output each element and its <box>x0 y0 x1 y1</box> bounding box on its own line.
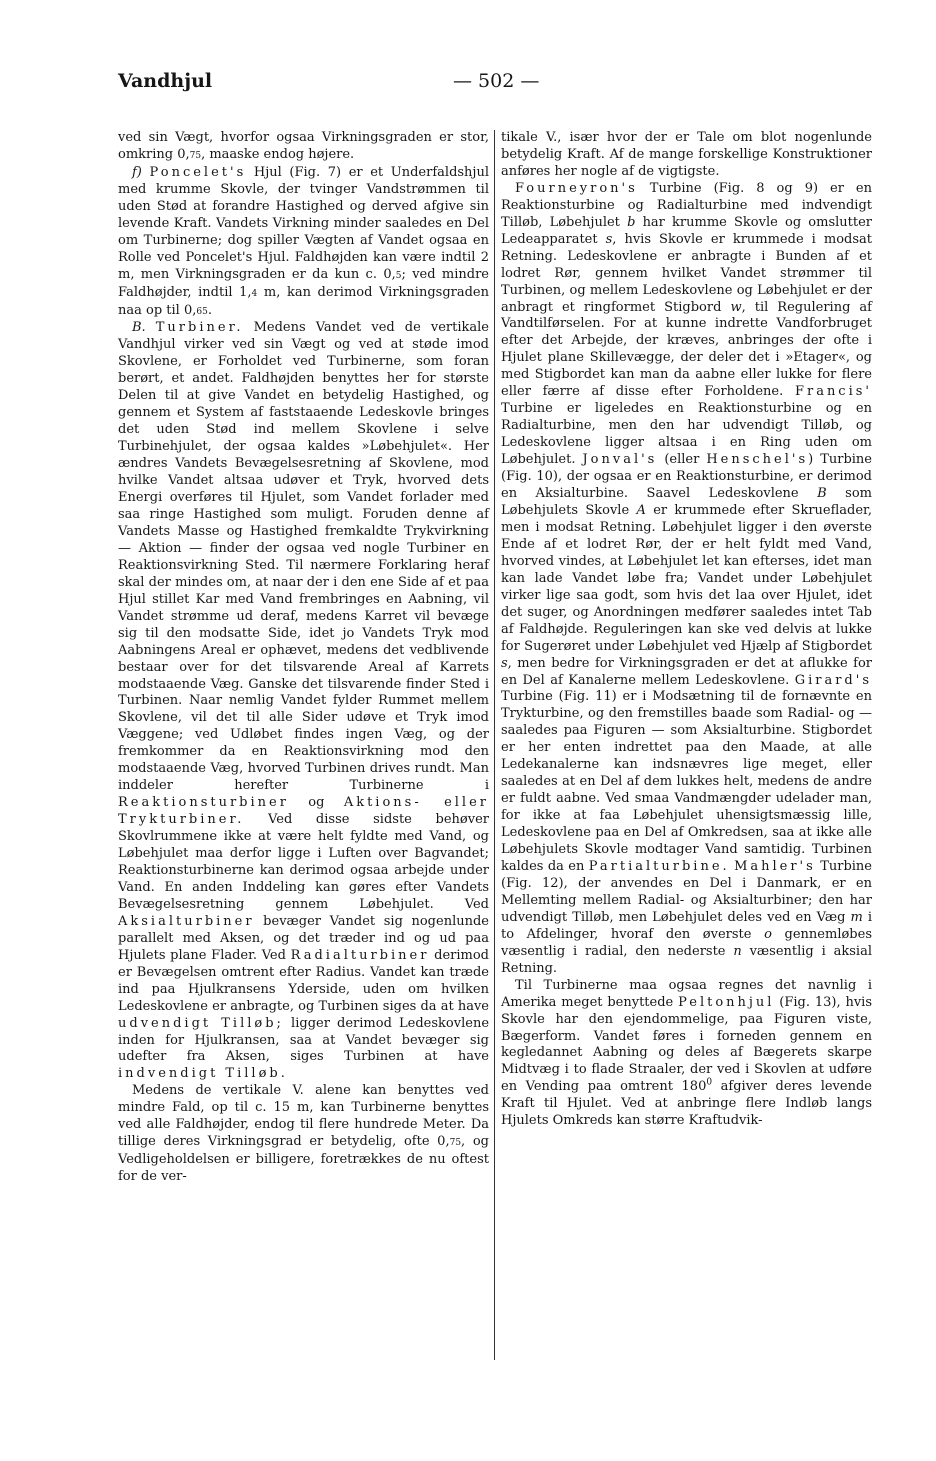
spaced-term: Girard's <box>794 672 872 688</box>
spaced-term: Aksialturbiner <box>118 913 255 929</box>
column-divider <box>494 130 495 1360</box>
spaced-term: Reaktionsturbiner <box>118 795 289 811</box>
paragraph: tikale V., især hvor der er Tale om blot nogenlunde betydelig Kraft. Af de mange forskellige Konstruktioner anføres her nogle af de vigtigste. <box>501 130 872 179</box>
paragraph: Medens de vertikale V. alene kan benyttes ved mindre Fald, op til c. 15 m, kan Turbinerne benyttes ved alle Faldhøjder, endog til flere hundrede Meter. Da tillige deres Virkningsgrad er betydelig, ofte 0,75, og Vedligeholdelsen er billigere, foretrækkes de nu oftest for de ver- <box>118 1083 489 1185</box>
paragraph: f) Poncelet's Hjul (Fig. 7) er et Underfaldshjul med krumme Skovle, der tvinger Vandstrømmen til uden Stød at forandre Hastighed og derved afgive sin levende Kraft. Vandets Virkning minder saaledes en Del om Turbinerne; dog spiller Vægten af Vandet ogsaa en Rolle ved Poncelet's Hjul. Faldhøjden kan være indtil 2 m, men Virkningsgraden er da kun c. 0,5; ved mindre Faldhøjder, indtil 1,4 m, kan derimod Virkningsgraden naa op til 0,65. <box>118 164 490 318</box>
paragraph: Til Turbinerne maa ogsaa regnes det navnlig i Amerika meget benyttede Peltonhjul (Fig. 13), hvis Skovle har den ejendommelige, paa Figuren viste, Bægerform. Vandet føres i forneden gennem en kegledannet Aabning og deles af Bægerets skarpe Midtvæg i to flade Straaler, der ved i Skovlen at udføre en Vending paa omtrent $180^0$ afgiver deres levende Kraft til Hjulet. Ved at anbringe flere Indløb langs Hjulets Omkreds kan større Kraftudvik- <box>501 977 872 1129</box>
spaced-term: Jonval's <box>582 452 658 468</box>
spaced-term: Peltonhjul <box>678 994 775 1010</box>
paragraph: Fourneyron's Turbine (Fig. 8 og 9) er en Reaktionsturbine og Radialturbine med indvendigt Tilløb, Løbehjulet b har krumme Skovle og omslutter Ledeapparatet s, hvis Skovle er krummede i modsat Retning. Ledeskovlene er anbragte i Bunden af et lodret Rør, gennem hvilket Vandet strømmer til Turbinen, og mellem Ledeskovlene og Løbehjulet er der anbragt et ringformet Stigbord w, til Regulering af Vandtilførselen. For at kunne indrette Vandforbruget efter det Arbejde, der kræves, anbringes der ofte i Hjulet plane Skillevægge, der deler det i »Etager«, og med Stigbordet kan man da aabne eller lukke for flere eller færre af disse efter Forholdene. Francis' Turbine er ligeledes en Reaktionsturbine og en Radialturbine, men den har udvendigt Tilløb, og Ledeskovlene ligger altsaa i en Ring uden om Løbehjulet. Jonval's (eller Henschel's) Turbine (Fig. 10), der ogsaa er en Reaktionsturbine, er derimod en Aksialturbine. Saavel Ledeskovlene B som Løbehjulets Skovle A er krummede efter Skrueflader, men i modsat Retning. Løbehjulet ligger i den øverste Ende af et lodret Rør, der er helt fyldt med Vand, hvorved vindes, at Løbehjulet let kan efterses, idet man kan lade Vandet løbe fra; Vandet under Løbehjulet virker lige saa godt, som hvis det laa over Hjulet, idet det suger, og Anordningen medfører saaledes intet Tab af Faldhøjde. Reguleringen kan ske ved delvis at lukke for Sugerøret under Løbehjulet ved Hjælp af Stigbordet s, men bedre for Virkningsgraden er det at aflukke for en Del af Kanalerne mellem Ledeskovlene. Girard's Turbine (Fig. 11) er i Modsætning til de fornævnte en Trykturbine, og den fremstilles baade som Radial- og — saaledes paa Figuren — som Aksialturbine. Stigbordet er her enten indrettet paa den Maade, at alle Ledekanalerne kan indsnævres lige meget, eller saaledes at en Del af dem lukkes helt, medens de andre er fuldt aabne. Ved smaa Vandmængder udelader man, for ikke at faa Løbehjulet uhensigtsmæssig lille, Ledeskovlene paa en Del af Omkredsen, saa at ikke alle Løbehjulets Skovle modtager Vand samtidig. Turbinen kaldes da en Partialturbine. Mahler's Turbine (Fig. 12), der anvendes en Del i Danmark, er en Mellemting mellem Radial- og Aksialturbiner; den har udvendigt Tilløb, men Løbehjulet deles ved en Væg m i to Afdelinger, hvoraf den øverste o gennemløbes væsentlig i radial, den nederste n væsentlig i aksial Retning. <box>501 180 873 976</box>
spaced-term: Poncelet's <box>149 164 247 180</box>
spaced-term: Mahler's <box>734 858 816 874</box>
spaced-term: Turbiner. <box>155 320 244 336</box>
spaced-term: indvendigt Tilløb. <box>118 1066 288 1082</box>
running-head-title: Vandhjul <box>118 70 213 92</box>
right-column <box>501 130 872 1130</box>
spaced-term: udvendigt Tilløb; <box>118 1015 284 1031</box>
page-number: — 502 — <box>453 70 540 92</box>
running-head <box>118 68 878 98</box>
spaced-term: Radialturbiner <box>290 947 430 963</box>
spaced-term: Fourneyron's <box>515 180 638 196</box>
paragraph: B. Turbiner. Medens Vandet ved de vertikale Vandhjul virker ved sin Vægt og ved at støde imod Skovlene, er Forholdet ved Turbinerne, som foran berørt, et andet. Faldhøjden benyttes her for største Delen til at give Vandet en betydelig Hastighed, og gennem et System af faststaaende Ledeskovle bringes det uden Stød ind mellem Skovlene i selve Turbinehjulet, der ogsaa kaldes »Løbehjulet«. Her ændres Vandets Bevægelsesretning af Skovlene, mod hvilke Vandet altsaa udøver et Tryk, hvorved dets Energi overføres til Hjulet, som Vandet forlader med saa ringe Hastighed som muligt. Foruden denne af Vandets Masse og Hastighed fremkaldte Trykvirkning — Aktion — finder der ogsaa ved nogle Turbiner en Reaktionsvirkning Sted. Til nærmere Forklaring heraf skal der mindes om, at naar der i den ene Side af et paa Hjul stillet Kar med Vand frembringes en Aabning, vil Vandet strømme ud deraf, medens Karret vil bevæge sig til den modsatte Side, idet jo Vandets Tryk mod Aabningens Areal er ophævet, medens det vedblivende bestaar over for det tilsvarende Areal af Karrets modstaaende Væg. Ganske det tilsvarende finder Sted i Turbinen. Naar nemlig Vandet fylder Rummet mellem Skovlene, vil det til alle Sider udøve et Tryk imod Væggene; ved Udløbet findes ingen Væg, og der fremkommer da en Reaktionsvirkning mod den modstaaende Væg, hvorved Turbinen drives rundt. Man inddeler herefter Turbinerne i Reaktionsturbiner og Aktions- eller Trykturbiner. Ved disse sidste behøver Skovlrummene ikke at være helt fyldte med Vand, og Løbehjulet maa derfor ligge i Luften over Bagvandet; Reaktionsturbinerne kan derimod ogsaa arbejde under Vand. En anden Inddeling kan gøres efter Vandets Bevægelsesretning gennem Løbehjulet. Ved Aksialturbiner bevæger Vandet sig nogenlunde parallelt med Aksen, og det træder ind og ud paa Hjulets plane Flader. Ved Radialturbiner derimod er Bevægelsen omtrent efter Radius. Vandet kan træde ind paa Hjulkransens Yderside, uden om hvilken Ledeskovlene er anbragte, og Turbinen siges da at have udvendigt Tilløb; ligger derimod Ledeskovlene inden for Hjulkransen, saa at Vandet bevæger sig udefter fra Aksen, siges Turbinen at have indvendigt Tilløb. <box>118 320 490 1082</box>
spaced-term: Partialturbine. <box>588 858 730 874</box>
spaced-term: Henschel's <box>706 452 809 468</box>
spaced-term: Aktions- eller Trykturbiner. <box>118 795 489 828</box>
paragraph: ved sin Vægt, hvorfor ogsaa Virkningsgraden er stor, omkring 0,75, maaske endog højere. <box>118 130 489 162</box>
left-column <box>118 130 489 1186</box>
spaced-term: Francis' <box>794 384 872 400</box>
